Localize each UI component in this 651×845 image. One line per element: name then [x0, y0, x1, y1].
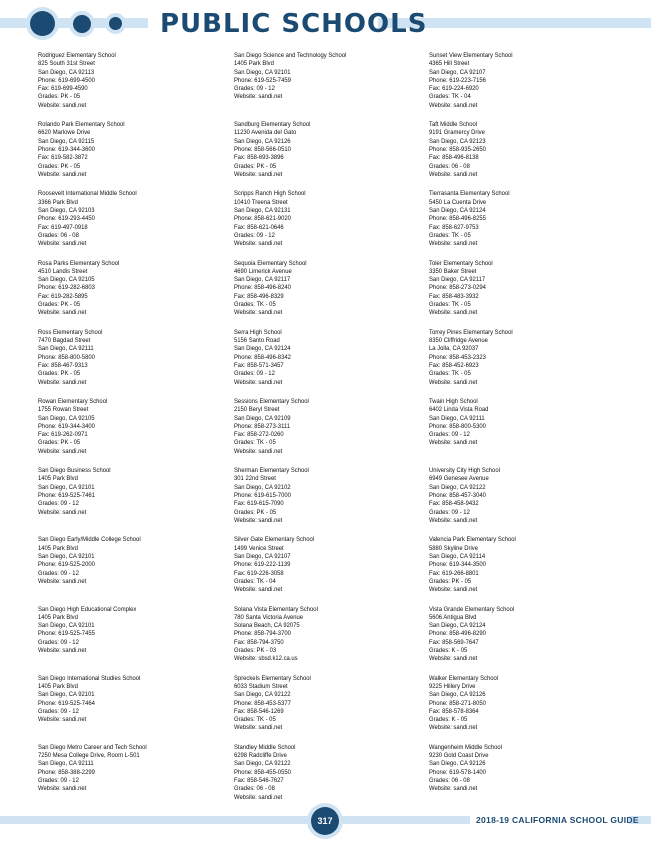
school-detail: San Diego, CA 92103: [38, 206, 95, 214]
school-detail: 3350 Baker Street: [429, 267, 477, 275]
school-detail: San Diego, CA 92105: [38, 276, 95, 284]
school-detail: Grades: TK - 05: [234, 301, 276, 309]
school-detail: Phone: 619-282-6803: [38, 284, 95, 292]
school-detail: Fax: 858-571-3457: [234, 361, 284, 369]
school-name: San Diego Science and Technology School: [234, 52, 347, 59]
school-detail: Phone: 619-344-3400: [38, 422, 95, 430]
school-entry: [38, 744, 228, 813]
school-detail: San Diego, CA 92105: [38, 414, 95, 422]
school-detail: Website: sandi.net: [38, 378, 87, 386]
school-detail: San Diego, CA 92123: [429, 137, 486, 145]
school-detail: Website: sandi.net: [234, 378, 283, 386]
school-detail: Phone: 619-525-7455: [38, 630, 95, 638]
school-name: Wangenheim Middle School: [429, 743, 502, 751]
school-detail: Grades: 06 - 08: [429, 777, 470, 785]
school-detail: Phone: 619-615-7000: [234, 492, 291, 500]
school-detail: San Diego, CA 92117: [429, 276, 486, 284]
school-detail: Website: sandi.net: [429, 785, 478, 793]
school-detail: Website: sandi.net: [38, 447, 87, 455]
school-detail: Grades: K - 05: [429, 716, 468, 724]
school-column-2: [234, 52, 424, 813]
school-name: San Diego Early/Middle College School: [38, 536, 141, 544]
school-detail: Fax: 858-483-3932: [429, 292, 479, 300]
school-detail: Website: sandi.net: [429, 101, 478, 109]
school-name: Solana Vista Elementary School: [234, 605, 318, 613]
school-name: Sequoia Elementary School: [234, 259, 307, 267]
school-entry: [38, 260, 228, 329]
school-detail: Phone: 858-794-3700: [234, 630, 291, 638]
school-detail: San Diego, CA 92115: [38, 137, 95, 145]
school-detail: Grades: 09 - 12: [38, 638, 79, 646]
school-entry: [429, 606, 619, 675]
school-detail: Fax: 858-458-9432: [429, 500, 479, 508]
school-detail: San Diego, CA 92109: [234, 414, 291, 422]
school-entry: [38, 190, 228, 259]
school-detail: Phone: 858-496-8255: [429, 215, 486, 223]
school-detail: Fax: 858-546-7627: [234, 777, 284, 785]
school-detail: San Diego, CA 92114: [429, 552, 486, 560]
school-name: Sunset View Elementary School: [429, 52, 513, 59]
school-detail: Fax: 619-262-0971: [38, 431, 88, 439]
school-entry: [234, 467, 424, 536]
school-detail: Phone: 858-388-2299: [38, 768, 95, 776]
school-detail: San Diego, CA 92124: [234, 345, 291, 353]
school-detail: San Diego, CA 92122: [234, 760, 291, 768]
school-detail: San Diego, CA 92122: [234, 691, 291, 699]
school-detail: Phone: 858-935-2650: [429, 146, 486, 154]
school-detail: Fax: 619-699-4590: [38, 85, 88, 93]
school-entry: [234, 744, 424, 813]
school-entry: [38, 329, 228, 398]
school-detail: San Diego, CA 92126: [234, 137, 291, 145]
school-entry: [38, 398, 228, 467]
school-detail: Fax: 858-693-3896: [234, 154, 284, 162]
school-name: Rosa Parks Elementary School: [38, 259, 120, 267]
school-name: Rowan Elementary School: [38, 397, 108, 405]
school-entry: [429, 467, 619, 536]
school-detail: 1405 Park Blvd: [38, 544, 78, 552]
page-number: 317: [311, 807, 339, 835]
school-detail: Phone: 858-273-0294: [429, 284, 486, 292]
school-detail: Website: sandi.net: [38, 646, 87, 654]
school-detail: Fax: 619-497-0918: [38, 223, 88, 231]
school-detail: San Diego, CA 92117: [234, 276, 291, 284]
school-detail: Phone: 858-496-8342: [234, 353, 291, 361]
school-name: Taft Middle School: [429, 121, 478, 129]
school-entry: [429, 675, 619, 744]
school-detail: 1499 Venice Street: [234, 544, 284, 552]
school-detail: 5606 Antigua Blvd: [429, 613, 477, 621]
school-name: Ross Elementary School: [38, 328, 103, 336]
school-detail: San Diego, CA 92111: [38, 760, 94, 768]
school-name: Valencia Park Elementary School: [429, 536, 516, 544]
school-name: Serra High School: [234, 328, 282, 336]
school-entry: [429, 52, 619, 121]
school-detail: Grades: TK - 05: [234, 716, 276, 724]
school-name: Rolando Park Elementary School: [38, 121, 125, 129]
school-detail: San Diego, CA 92101: [38, 552, 95, 560]
page-title: PUBLIC SCHOOLS: [160, 9, 428, 39]
school-detail: Fax: 858-794-3750: [234, 638, 284, 646]
school-detail: 1405 Park Blvd: [38, 475, 78, 483]
school-detail: Grades: 09 - 12: [38, 569, 79, 577]
school-detail: 4510 Landis Street: [38, 267, 88, 275]
school-detail: Fax: 619-282-5895: [38, 292, 88, 300]
school-detail: Website: sandi.net: [234, 793, 283, 801]
school-detail: Phone: 858-455-0550: [234, 768, 291, 776]
school-detail: Phone: 619-699-4500: [38, 76, 95, 84]
school-detail: 9191 Gramercy Drive: [429, 129, 485, 137]
school-name: San Diego International Studies School: [38, 674, 141, 682]
school-detail: San Diego, CA 92111: [38, 345, 94, 353]
school-detail: Website: sandi.net: [429, 655, 478, 663]
school-detail: 1405 Park Blvd: [234, 60, 274, 68]
school-detail: Grades: 09 - 12: [38, 777, 79, 785]
school-detail: 11230 Avenida del Gato: [234, 129, 297, 137]
school-detail: 825 South 31st Street: [38, 60, 95, 68]
school-detail: 5450 La Cuenta Drive: [429, 198, 487, 206]
school-detail: Website: sandi.net: [38, 785, 87, 793]
school-detail: Website: sandi.net: [234, 240, 283, 248]
school-detail: Phone: 619-223-7156: [429, 76, 486, 84]
school-detail: Grades: TK - 04: [429, 93, 471, 101]
school-detail: Grades: PK - 05: [234, 508, 277, 516]
school-detail: Phone: 619-293-4450: [38, 215, 95, 223]
guide-title: 2018-19 CALIFORNIA SCHOOL GUIDE: [476, 815, 639, 825]
school-name: Vista Grande Elementary School: [429, 605, 515, 613]
school-entry: [429, 260, 619, 329]
school-detail: San Diego, CA 92101: [38, 483, 95, 491]
school-name: Rodriguez Elementary School: [38, 52, 116, 59]
school-detail: Grades: TK - 05: [429, 231, 471, 239]
school-entry: [234, 190, 424, 259]
school-detail: San Diego, CA 92126: [429, 691, 486, 699]
school-detail: Website: sandi.net: [429, 439, 478, 447]
school-detail: Fax: 858-467-9313: [38, 361, 88, 369]
school-detail: Website: sandi.net: [38, 309, 87, 317]
school-detail: Grades: PK - 05: [38, 93, 81, 101]
school-entry: [429, 744, 619, 813]
school-entry: [234, 675, 424, 744]
school-detail: 5880 Skyline Drive: [429, 544, 479, 552]
school-detail: Grades: TK - 05: [234, 439, 276, 447]
school-entry: [429, 398, 619, 467]
school-detail: Grades: 09 - 12: [38, 707, 79, 715]
school-detail: Phone: 858-496-8290: [429, 630, 486, 638]
school-detail: Phone: 858-566-0510: [234, 146, 291, 154]
school-detail: Grades: TK - 05: [429, 301, 471, 309]
school-detail: San Diego, CA 92131: [234, 206, 291, 214]
school-entry: [38, 467, 228, 536]
school-detail: Grades: 09 - 12: [429, 431, 470, 439]
school-detail: Website: sandi.net: [38, 577, 87, 585]
school-detail: 1755 Rowan Street: [38, 406, 89, 414]
school-detail: Phone: 619-525-7459: [234, 76, 291, 84]
school-column-3: [429, 52, 619, 813]
school-detail: Fax: 858-496-8329: [234, 292, 284, 300]
school-detail: Fax: 858-569-7647: [429, 638, 479, 646]
school-detail: 9230 Gold Coast Drive: [429, 752, 489, 760]
school-detail: Grades: PK - 05: [234, 162, 277, 170]
school-detail: San Diego, CA 92124: [429, 622, 486, 630]
school-detail: Fax: 858-627-9753: [429, 223, 479, 231]
school-detail: 10410 Treena Street: [234, 198, 288, 206]
school-detail: Fax: 619-582-3872: [38, 154, 88, 162]
school-detail: 6298 Radcliffe Drive: [234, 752, 287, 760]
school-detail: Website: sandi.net: [38, 101, 87, 109]
school-detail: Website: sandi.net: [234, 170, 283, 178]
school-name: Scripps Ranch High School: [234, 190, 306, 198]
school-detail: San Diego, CA 92111: [429, 414, 485, 422]
school-name: Sherman Elementary School: [234, 467, 309, 475]
school-detail: Grades: TK - 04: [234, 577, 276, 585]
school-detail: Phone: 619-525-7464: [38, 699, 95, 707]
school-name: University City High School: [429, 467, 500, 475]
school-detail: Phone: 858-496-8240: [234, 284, 291, 292]
school-detail: Grades: 09 - 12: [234, 370, 275, 378]
school-detail: Grades: 06 - 08: [429, 162, 470, 170]
school-detail: Grades: PK - 05: [429, 577, 472, 585]
school-entry: [429, 190, 619, 259]
school-detail: Phone: 619-578-1400: [429, 768, 486, 776]
school-detail: Grades: 06 - 08: [234, 785, 275, 793]
school-detail: San Diego, CA 92113: [38, 68, 95, 76]
school-detail: 6949 Genesee Avenue: [429, 475, 489, 483]
school-entry: [234, 606, 424, 675]
school-name: Toler Elementary School: [429, 259, 493, 267]
school-detail: Phone: 858-273-3111: [234, 422, 291, 430]
school-detail: San Diego, CA 92107: [234, 552, 291, 560]
school-column-1: [38, 52, 228, 813]
school-detail: Website: sandi.net: [234, 93, 283, 101]
school-detail: Solana Beach, CA 92075: [234, 622, 300, 630]
school-detail: San Diego, CA 92101: [234, 68, 291, 76]
school-detail: Fax: 858-621-0646: [234, 223, 284, 231]
school-detail: Fax: 619-266-8801: [429, 569, 479, 577]
school-detail: Grades: PK - 05: [38, 439, 81, 447]
school-detail: 8350 Cliffridge Avenue: [429, 337, 488, 345]
school-entry: [38, 52, 228, 121]
school-detail: Grades: 09 - 12: [234, 85, 275, 93]
school-detail: Fax: 619-226-3058: [234, 569, 284, 577]
school-detail: Phone: 858-453-5377: [234, 699, 291, 707]
school-detail: Grades: 09 - 12: [38, 500, 79, 508]
small-dot-icon: [109, 17, 122, 30]
school-detail: Grades: PK - 05: [38, 301, 81, 309]
school-detail: Phone: 858-271-8050: [429, 699, 486, 707]
school-name: Sessions Elementary School: [234, 397, 309, 405]
school-detail: San Diego, CA 92101: [38, 691, 95, 699]
school-detail: Grades: K - 05: [429, 646, 468, 654]
school-detail: Phone: 858-800-5300: [429, 422, 486, 430]
school-detail: Phone: 858-457-3040: [429, 492, 486, 500]
school-detail: San Diego, CA 92122: [429, 483, 486, 491]
school-entry: [234, 536, 424, 605]
school-entry: [234, 121, 424, 190]
school-detail: Website: sandi.net: [234, 724, 283, 732]
school-detail: Phone: 619-525-7461: [38, 492, 95, 500]
school-detail: 4690 Limerick Avenue: [234, 267, 292, 275]
school-detail: Website: sandi.net: [38, 508, 87, 516]
school-detail: Website: sandi.net: [429, 309, 478, 317]
school-detail: Fax: 619-224-6920: [429, 85, 479, 93]
school-entry: [38, 675, 228, 744]
school-detail: 6402 Linda Vista Road: [429, 406, 489, 414]
school-entry: [429, 536, 619, 605]
school-detail: San Diego, CA 92107: [429, 68, 486, 76]
school-detail: 780 Santa Victoria Avenue: [234, 613, 304, 621]
school-detail: Fax: 858-452-6923: [429, 361, 479, 369]
school-detail: Website: sandi.net: [429, 586, 478, 594]
school-name: Sandburg Elementary School: [234, 121, 311, 129]
school-detail: 7470 Bagdad Street: [38, 337, 91, 345]
school-detail: 4365 Hill Street: [429, 60, 470, 68]
school-detail: Website: sandi.net: [234, 586, 283, 594]
school-detail: Fax: 858-272-0260: [234, 431, 284, 439]
school-entry: [38, 121, 228, 190]
school-entry: [234, 260, 424, 329]
school-detail: 7250 Mesa College Drive, Room L-501: [38, 752, 140, 760]
school-detail: Website: sandi.net: [234, 309, 283, 317]
school-entry: [234, 52, 424, 121]
school-entry: [38, 606, 228, 675]
school-detail: Website: sandi.net: [234, 516, 283, 524]
school-name: Roosevelt International Middle School: [38, 190, 137, 198]
school-name: Silver Gate Elementary School: [234, 536, 315, 544]
school-detail: Fax: 619-615-7090: [234, 500, 284, 508]
school-entry: [38, 536, 228, 605]
school-detail: San Diego, CA 92101: [38, 622, 95, 630]
school-entry: [429, 329, 619, 398]
school-name: San Diego Business School: [38, 467, 111, 475]
school-name: San Diego Metro Career and Tech School: [38, 743, 147, 751]
school-detail: Grades: 09 - 12: [429, 508, 470, 516]
school-detail: Website: sbsd.k12.ca.us: [234, 655, 298, 663]
school-detail: 9225 Hillery Drive: [429, 682, 476, 690]
school-detail: Website: sandi.net: [429, 724, 478, 732]
school-detail: Website: sandi.net: [429, 516, 478, 524]
school-detail: Website: sandi.net: [38, 170, 87, 178]
school-detail: San Diego, CA 92126: [429, 760, 486, 768]
school-detail: Phone: 619-222-1139: [234, 561, 291, 569]
school-name: Walker Elementary School: [429, 674, 499, 682]
school-detail: San Diego, CA 92124: [429, 206, 486, 214]
school-detail: Fax: 858-578-8364: [429, 707, 479, 715]
school-detail: La Jolla, CA 92037: [429, 345, 479, 353]
school-detail: Fax: 858-546-1269: [234, 707, 284, 715]
school-entry: [234, 398, 424, 467]
school-name: Spreckels Elementary School: [234, 674, 311, 682]
school-detail: 1405 Park Blvd: [38, 682, 78, 690]
school-detail: Grades: TK - 05: [429, 370, 471, 378]
school-detail: 301 22nd Street: [234, 475, 276, 483]
school-detail: Website: sandi.net: [38, 716, 87, 724]
school-detail: Phone: 619-344-3600: [38, 146, 95, 154]
medium-dot-icon: [73, 15, 91, 33]
school-detail: 3366 Park Blvd: [38, 198, 78, 206]
school-detail: Fax: 858-496-8138: [429, 154, 479, 162]
school-detail: Website: sandi.net: [429, 378, 478, 386]
school-detail: Website: sandi.net: [38, 240, 87, 248]
school-entry: [429, 121, 619, 190]
school-detail: Phone: 858-453-2323: [429, 353, 486, 361]
school-detail: 5156 Santo Road: [234, 337, 280, 345]
school-detail: Grades: 06 - 08: [38, 231, 79, 239]
school-detail: Phone: 858-621-9020: [234, 215, 291, 223]
school-detail: Grades: PK - 03: [234, 646, 277, 654]
school-detail: 2150 Beryl Street: [234, 406, 280, 414]
school-detail: 6033 Stadium Street: [234, 682, 288, 690]
school-name: Twain High School: [429, 397, 478, 405]
school-detail: Phone: 619-525-2000: [38, 561, 95, 569]
school-detail: 1405 Park Blvd: [38, 613, 78, 621]
school-detail: Website: sandi.net: [429, 170, 478, 178]
school-entry: [234, 329, 424, 398]
school-name: Tierrasanta Elementary School: [429, 190, 510, 198]
school-name: Torrey Pines Elementary School: [429, 328, 513, 336]
school-detail: Grades: PK - 05: [38, 370, 81, 378]
school-name: San Diego High Educational Complex: [38, 605, 137, 613]
large-dot-icon: [30, 11, 55, 36]
school-detail: San Diego, CA 92102: [234, 483, 291, 491]
school-detail: 6620 Marlowe Drive: [38, 129, 91, 137]
school-detail: Grades: PK - 05: [38, 162, 81, 170]
school-detail: Phone: 619-344-3500: [429, 561, 486, 569]
school-detail: Website: sandi.net: [234, 447, 283, 455]
school-detail: Website: sandi.net: [429, 240, 478, 248]
school-name: Standley Middle School: [234, 743, 296, 751]
school-detail: Grades: 09 - 12: [234, 231, 275, 239]
school-detail: Phone: 858-800-5800: [38, 353, 95, 361]
